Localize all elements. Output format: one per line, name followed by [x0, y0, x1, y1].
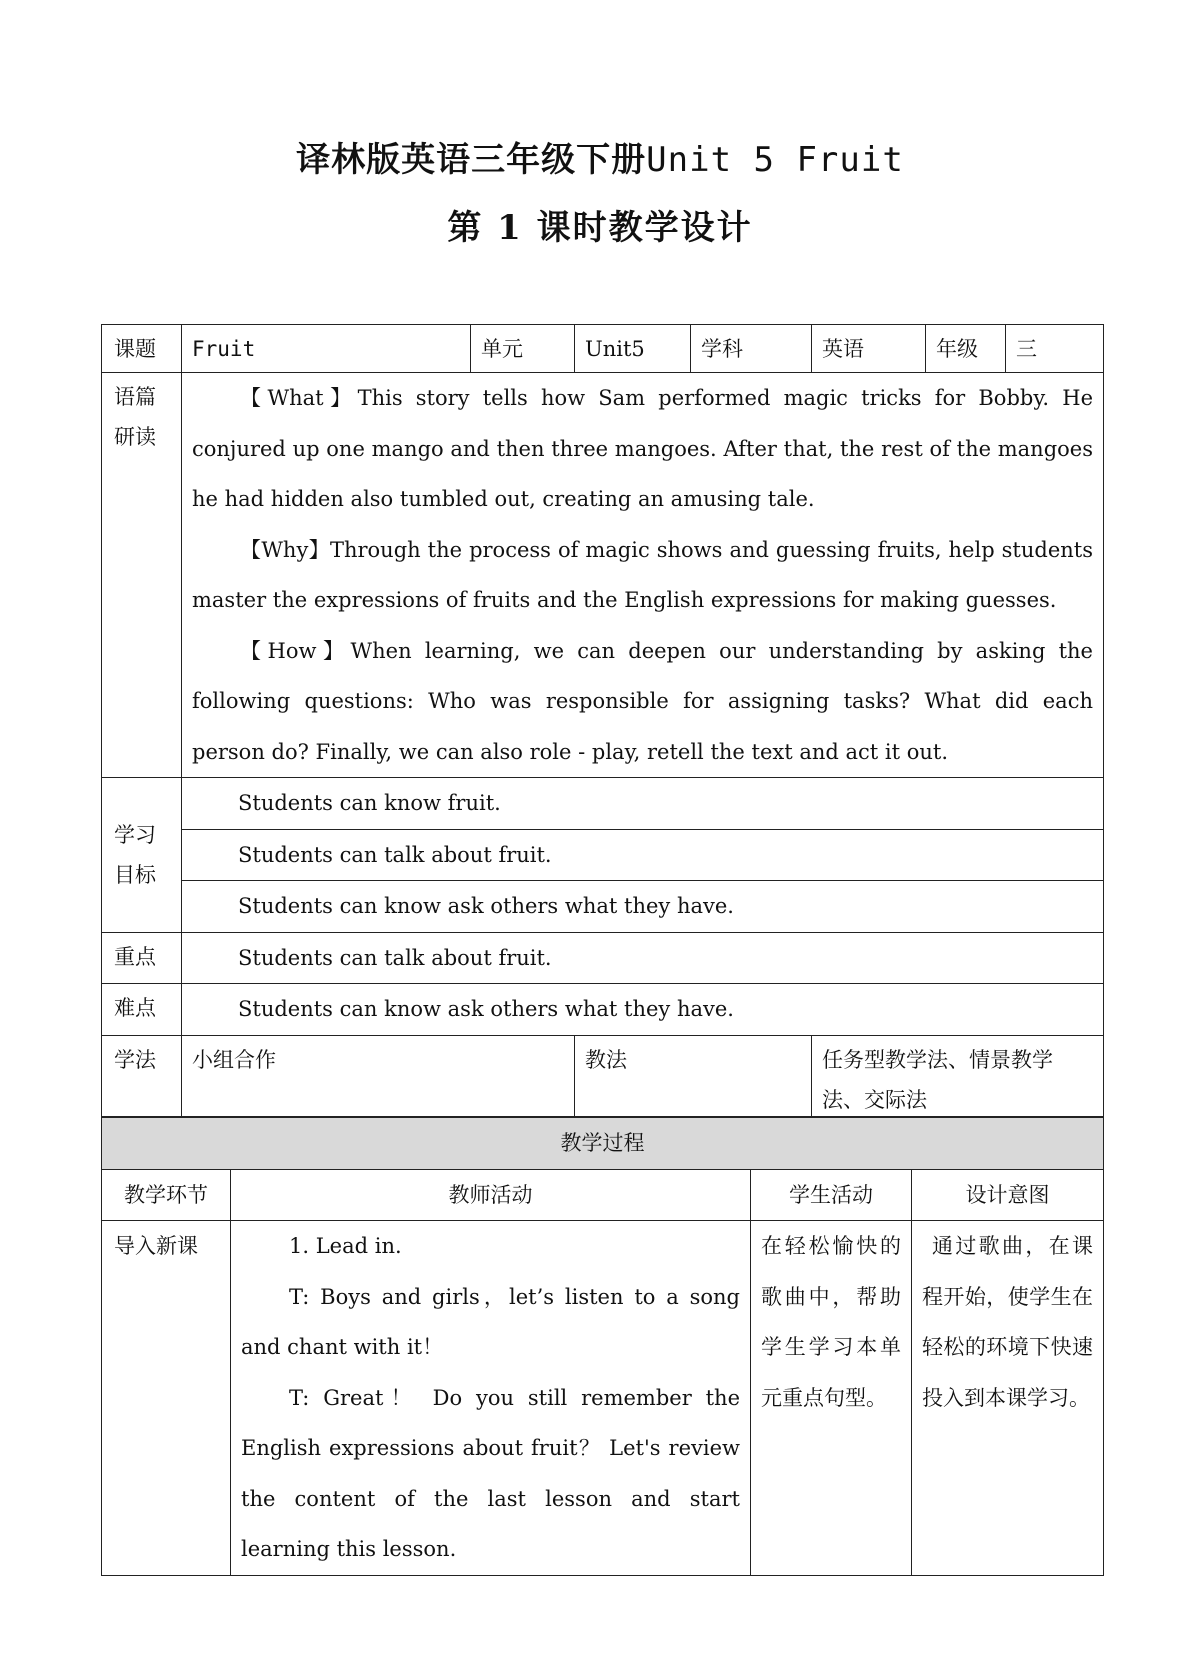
objective-row-3 — [102, 881, 1104, 933]
grade-value: 三 — [1006, 325, 1104, 373]
topic-label: 课题 — [102, 325, 182, 373]
difficulty-row — [102, 984, 1104, 1036]
key-point-row — [102, 932, 1104, 984]
teacher-step-1: 1. Lead in. — [289, 1234, 402, 1258]
process-row-lead-in — [102, 1221, 1104, 1576]
teacher-step-3: T: Great！ Do you still remember the English expressions about fruit？ Let's review the content of the last lesson and start learning this lesson. — [241, 1385, 740, 1561]
title-unit: Unit 5 Fruit — [646, 140, 904, 180]
what-paragraph: 【What】This story tells how Sam performed magic tricks for Bobby. He conjured up one mango and then three mangoes. After that, the rest of the mangoes he had hidden also tumbled out, creating an amusing tale. — [192, 386, 1093, 511]
process-column-headers — [102, 1169, 1104, 1221]
student-activity-cell: 在轻松愉快的歌曲中，帮助学生学习本单元重点句型。 — [751, 1221, 912, 1576]
unit-label: 单元 — [471, 325, 575, 373]
key-point-value: Students can talk about fruit. — [182, 932, 1104, 984]
stage-lead-in: 导入新课 — [102, 1221, 231, 1576]
column-teacher-activity: 教师活动 — [231, 1169, 751, 1221]
process-heading: 教学过程 — [102, 1117, 1104, 1169]
methods-row — [102, 1035, 1104, 1120]
objective-row-2 — [102, 829, 1104, 881]
unit-value: Unit5 — [575, 325, 691, 373]
title-chinese: 译林版英语三年级下册 — [296, 140, 647, 180]
difficulty-value: Students can know ask others what they have. — [182, 984, 1104, 1036]
teaching-process-table — [101, 1116, 1104, 1576]
subject-value: 英语 — [812, 325, 926, 373]
column-student-activity: 学生活动 — [751, 1169, 912, 1221]
teaching-method-value: 任务型教学法、情景教学法、交际法 — [812, 1035, 1104, 1120]
key-point-label: 重点 — [102, 932, 182, 984]
text-study-label: 语篇研读 — [102, 373, 182, 778]
difficulty-label: 难点 — [102, 984, 182, 1036]
why-paragraph: 【Why】Through the process of magic shows and guessing fruits, help students master the expressions of fruits and the English expressions for making guesses. — [192, 537, 1093, 612]
text-study-content — [182, 373, 1104, 778]
topic-value: Fruit — [182, 325, 471, 373]
column-design-intent: 设计意图 — [912, 1169, 1104, 1221]
column-stage: 教学环节 — [102, 1169, 231, 1221]
document-title — [0, 132, 1200, 181]
design-intent-cell: 通过歌曲，在课程开始，使学生在轻松的环境下快速投入到本课学习。 — [912, 1221, 1104, 1576]
teacher-step-2: T: Boys and girls，let’s listen to a song and chant with it！ — [241, 1284, 740, 1359]
objectives-label: 学习目标 — [102, 778, 182, 933]
how-paragraph: 【How】When learning, we can deepen our understanding by asking the following questions: Who was responsible for assigning tasks? What did each person do? Finally, we can also role - play, retell the text and act it out. — [192, 638, 1093, 764]
learning-method-label: 学法 — [102, 1035, 182, 1120]
teacher-activity-cell — [231, 1221, 751, 1576]
teaching-method-label: 教法 — [575, 1035, 812, 1120]
text-study-row — [102, 373, 1104, 778]
subject-label: 学科 — [691, 325, 812, 373]
objective-item-1: Students can know fruit. — [182, 778, 1104, 830]
objective-row-1 — [102, 778, 1104, 830]
document-subtitle: 第 1 课时教学设计 — [447, 208, 753, 248]
header-row — [102, 325, 1104, 373]
grade-label: 年级 — [926, 325, 1006, 373]
objective-item-3: Students can know ask others what they have. — [182, 881, 1104, 933]
objective-item-2: Students can talk about fruit. — [182, 829, 1104, 881]
process-heading-row — [102, 1117, 1104, 1169]
lesson-info-table — [101, 324, 1104, 1121]
learning-method-value: 小组合作 — [182, 1035, 575, 1120]
